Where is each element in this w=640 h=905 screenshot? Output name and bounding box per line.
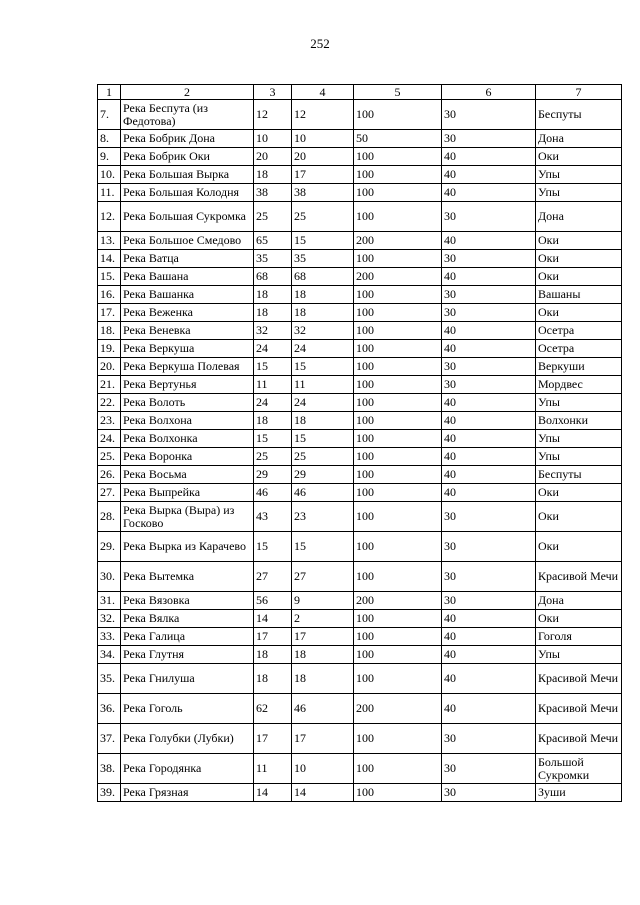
- length-cell: 24: [254, 340, 292, 358]
- length-cell: 68: [254, 268, 292, 286]
- length-in-region-cell: 35: [292, 250, 354, 268]
- length-cell: 12: [254, 100, 292, 130]
- row-number-cell: 27.: [98, 484, 121, 502]
- river-name-cell: Река Беспута (из Федотова): [121, 100, 254, 130]
- belt-width-cell: 40: [442, 148, 536, 166]
- length-cell: 24: [254, 394, 292, 412]
- table-row: [98, 358, 622, 376]
- length-in-region-cell: 10: [292, 754, 354, 784]
- tributary-of-cell: Упы: [536, 430, 622, 448]
- table-row: [98, 754, 622, 784]
- length-in-region-cell: 46: [292, 484, 354, 502]
- column-header: 4: [292, 85, 354, 100]
- zone-width-cell: 100: [354, 466, 442, 484]
- table-row: [98, 562, 622, 592]
- length-in-region-cell: 10: [292, 130, 354, 148]
- river-name-cell: Река Большая Сукромка: [121, 202, 254, 232]
- length-cell: 56: [254, 592, 292, 610]
- length-cell: 15: [254, 358, 292, 376]
- belt-width-cell: 40: [442, 322, 536, 340]
- column-header: 2: [121, 85, 254, 100]
- length-in-region-cell: 46: [292, 694, 354, 724]
- zone-width-cell: 100: [354, 250, 442, 268]
- tributary-of-cell: Мордвес: [536, 376, 622, 394]
- belt-width-cell: 40: [442, 166, 536, 184]
- row-number-cell: 18.: [98, 322, 121, 340]
- row-number-cell: 13.: [98, 232, 121, 250]
- zone-width-cell: 100: [354, 184, 442, 202]
- table-row: [98, 532, 622, 562]
- length-in-region-cell: 25: [292, 448, 354, 466]
- length-cell: 43: [254, 502, 292, 532]
- tributary-of-cell: Беспуты: [536, 466, 622, 484]
- river-name-cell: Река Бобрик Оки: [121, 148, 254, 166]
- row-number-cell: 9.: [98, 148, 121, 166]
- length-cell: 18: [254, 286, 292, 304]
- belt-width-cell: 40: [442, 268, 536, 286]
- river-name-cell: Река Веневка: [121, 322, 254, 340]
- river-name-cell: Река Вытемка: [121, 562, 254, 592]
- zone-width-cell: 100: [354, 166, 442, 184]
- length-cell: 14: [254, 784, 292, 802]
- belt-width-cell: 40: [442, 184, 536, 202]
- zone-width-cell: 100: [354, 322, 442, 340]
- belt-width-cell: 40: [442, 628, 536, 646]
- table-row: [98, 286, 622, 304]
- length-in-region-cell: 18: [292, 304, 354, 322]
- table-row: [98, 628, 622, 646]
- row-number-cell: 26.: [98, 466, 121, 484]
- row-number-cell: 16.: [98, 286, 121, 304]
- row-number-cell: 14.: [98, 250, 121, 268]
- belt-width-cell: 30: [442, 250, 536, 268]
- river-name-cell: Река Волхона: [121, 412, 254, 430]
- tributary-of-cell: Осетра: [536, 322, 622, 340]
- tributary-of-cell: Оки: [536, 268, 622, 286]
- zone-width-cell: 100: [354, 628, 442, 646]
- river-name-cell: Река Гоголь: [121, 694, 254, 724]
- table-row: [98, 502, 622, 532]
- length-in-region-cell: 15: [292, 232, 354, 250]
- belt-width-cell: 30: [442, 592, 536, 610]
- column-header: 6: [442, 85, 536, 100]
- row-number-cell: 39.: [98, 784, 121, 802]
- table-row: [98, 184, 622, 202]
- river-name-cell: Река Гнилуша: [121, 664, 254, 694]
- length-cell: 32: [254, 322, 292, 340]
- length-in-region-cell: 24: [292, 394, 354, 412]
- tributary-of-cell: Волхонки: [536, 412, 622, 430]
- river-name-cell: Река Галица: [121, 628, 254, 646]
- table-row: [98, 784, 622, 802]
- row-number-cell: 34.: [98, 646, 121, 664]
- river-name-cell: Река Вялка: [121, 610, 254, 628]
- belt-width-cell: 30: [442, 562, 536, 592]
- tributary-of-cell: Осетра: [536, 340, 622, 358]
- length-in-region-cell: 32: [292, 322, 354, 340]
- zone-width-cell: 100: [354, 340, 442, 358]
- belt-width-cell: 30: [442, 100, 536, 130]
- tributary-of-cell: Гоголя: [536, 628, 622, 646]
- length-cell: 18: [254, 166, 292, 184]
- length-in-region-cell: 9: [292, 592, 354, 610]
- zone-width-cell: 100: [354, 784, 442, 802]
- tributary-of-cell: Беспуты: [536, 100, 622, 130]
- tributary-of-cell: Красивой Мечи: [536, 694, 622, 724]
- river-name-cell: Река Грязная: [121, 784, 254, 802]
- column-header: 1: [98, 85, 121, 100]
- table-header-row: [98, 85, 622, 100]
- length-cell: 35: [254, 250, 292, 268]
- length-cell: 15: [254, 532, 292, 562]
- belt-width-cell: 40: [442, 394, 536, 412]
- zone-width-cell: 100: [354, 394, 442, 412]
- table-row: [98, 646, 622, 664]
- zone-width-cell: 100: [354, 532, 442, 562]
- page-number: 252: [310, 36, 330, 51]
- row-number-cell: 29.: [98, 532, 121, 562]
- belt-width-cell: 30: [442, 202, 536, 232]
- length-in-region-cell: 27: [292, 562, 354, 592]
- river-name-cell: Река Веркуша: [121, 340, 254, 358]
- zone-width-cell: 100: [354, 304, 442, 322]
- table-row: [98, 592, 622, 610]
- length-in-region-cell: 18: [292, 664, 354, 694]
- length-cell: 11: [254, 376, 292, 394]
- tributary-of-cell: Вашаны: [536, 286, 622, 304]
- table-row: [98, 250, 622, 268]
- length-cell: 20: [254, 148, 292, 166]
- row-number-cell: 28.: [98, 502, 121, 532]
- belt-width-cell: 40: [442, 412, 536, 430]
- river-name-cell: Река Вырка из Карачево: [121, 532, 254, 562]
- river-name-cell: Река Большое Смедово: [121, 232, 254, 250]
- zone-width-cell: 200: [354, 592, 442, 610]
- river-name-cell: Река Ватца: [121, 250, 254, 268]
- belt-width-cell: 30: [442, 532, 536, 562]
- row-number-cell: 32.: [98, 610, 121, 628]
- length-cell: 38: [254, 184, 292, 202]
- river-name-cell: Река Волоть: [121, 394, 254, 412]
- length-in-region-cell: 15: [292, 532, 354, 562]
- belt-width-cell: 30: [442, 724, 536, 754]
- table-row: [98, 484, 622, 502]
- zone-width-cell: 100: [354, 664, 442, 694]
- row-number-cell: 38.: [98, 754, 121, 784]
- tributary-of-cell: Оки: [536, 484, 622, 502]
- belt-width-cell: 30: [442, 358, 536, 376]
- tributary-of-cell: Красивой Мечи: [536, 664, 622, 694]
- tributary-of-cell: Оки: [536, 304, 622, 322]
- table-row: [98, 268, 622, 286]
- length-cell: 29: [254, 466, 292, 484]
- belt-width-cell: 30: [442, 784, 536, 802]
- river-name-cell: Река Вырка (Выра) из Госково: [121, 502, 254, 532]
- tributary-of-cell: Упы: [536, 448, 622, 466]
- tributary-of-cell: Большой Сукромки: [536, 754, 622, 784]
- length-cell: 17: [254, 724, 292, 754]
- belt-width-cell: 40: [442, 646, 536, 664]
- table-row: [98, 664, 622, 694]
- river-name-cell: Река Вашанка: [121, 286, 254, 304]
- table-row: [98, 166, 622, 184]
- length-cell: 15: [254, 430, 292, 448]
- length-cell: 25: [254, 448, 292, 466]
- length-in-region-cell: 18: [292, 646, 354, 664]
- rivers-table: [97, 84, 622, 802]
- table-row: [98, 340, 622, 358]
- belt-width-cell: 30: [442, 286, 536, 304]
- river-name-cell: Река Веженка: [121, 304, 254, 322]
- row-number-cell: 15.: [98, 268, 121, 286]
- length-cell: 18: [254, 304, 292, 322]
- tributary-of-cell: Оки: [536, 502, 622, 532]
- row-number-cell: 19.: [98, 340, 121, 358]
- row-number-cell: 21.: [98, 376, 121, 394]
- table-row: [98, 202, 622, 232]
- length-in-region-cell: 11: [292, 376, 354, 394]
- row-number-cell: 31.: [98, 592, 121, 610]
- tributary-of-cell: Оки: [536, 148, 622, 166]
- table-row: [98, 466, 622, 484]
- zone-width-cell: 100: [354, 376, 442, 394]
- tributary-of-cell: Оки: [536, 610, 622, 628]
- length-in-region-cell: 38: [292, 184, 354, 202]
- belt-width-cell: 40: [442, 430, 536, 448]
- belt-width-cell: 30: [442, 754, 536, 784]
- zone-width-cell: 50: [354, 130, 442, 148]
- row-number-cell: 11.: [98, 184, 121, 202]
- length-cell: 65: [254, 232, 292, 250]
- length-cell: 27: [254, 562, 292, 592]
- length-cell: 25: [254, 202, 292, 232]
- row-number-cell: 24.: [98, 430, 121, 448]
- river-name-cell: Река Голубки (Лубки): [121, 724, 254, 754]
- table-row: [98, 148, 622, 166]
- table-row: [98, 430, 622, 448]
- zone-width-cell: 100: [354, 412, 442, 430]
- belt-width-cell: 30: [442, 130, 536, 148]
- zone-width-cell: 200: [354, 268, 442, 286]
- tributary-of-cell: Красивой Мечи: [536, 562, 622, 592]
- river-name-cell: Река Веркуша Полевая: [121, 358, 254, 376]
- belt-width-cell: 40: [442, 664, 536, 694]
- belt-width-cell: 30: [442, 376, 536, 394]
- zone-width-cell: 200: [354, 232, 442, 250]
- zone-width-cell: 100: [354, 448, 442, 466]
- length-in-region-cell: 17: [292, 166, 354, 184]
- tributary-of-cell: Зуши: [536, 784, 622, 802]
- belt-width-cell: 30: [442, 502, 536, 532]
- row-number-cell: 23.: [98, 412, 121, 430]
- tributary-of-cell: Оки: [536, 250, 622, 268]
- row-number-cell: 10.: [98, 166, 121, 184]
- length-cell: 14: [254, 610, 292, 628]
- length-in-region-cell: 25: [292, 202, 354, 232]
- length-in-region-cell: 14: [292, 784, 354, 802]
- river-name-cell: Река Вязовка: [121, 592, 254, 610]
- table-row: [98, 694, 622, 724]
- zone-width-cell: 100: [354, 754, 442, 784]
- river-name-cell: Река Воронка: [121, 448, 254, 466]
- length-cell: 18: [254, 646, 292, 664]
- river-name-cell: Река Выпрейка: [121, 484, 254, 502]
- table-row: [98, 394, 622, 412]
- length-in-region-cell: 24: [292, 340, 354, 358]
- table-body: [98, 100, 622, 802]
- row-number-cell: 17.: [98, 304, 121, 322]
- tributary-of-cell: Упы: [536, 394, 622, 412]
- length-cell: 10: [254, 130, 292, 148]
- river-name-cell: Река Бобрик Дона: [121, 130, 254, 148]
- length-in-region-cell: 17: [292, 724, 354, 754]
- length-in-region-cell: 17: [292, 628, 354, 646]
- row-number-cell: 7.: [98, 100, 121, 130]
- length-cell: 18: [254, 664, 292, 694]
- row-number-cell: 30.: [98, 562, 121, 592]
- zone-width-cell: 100: [354, 286, 442, 304]
- zone-width-cell: 100: [354, 358, 442, 376]
- tributary-of-cell: Веркуши: [536, 358, 622, 376]
- row-number-cell: 12.: [98, 202, 121, 232]
- zone-width-cell: 100: [354, 562, 442, 592]
- tributary-of-cell: Оки: [536, 232, 622, 250]
- row-number-cell: 25.: [98, 448, 121, 466]
- belt-width-cell: 30: [442, 304, 536, 322]
- tributary-of-cell: Оки: [536, 532, 622, 562]
- zone-width-cell: 100: [354, 646, 442, 664]
- river-name-cell: Река Вертунья: [121, 376, 254, 394]
- river-name-cell: Река Восьма: [121, 466, 254, 484]
- table-row: [98, 232, 622, 250]
- zone-width-cell: 100: [354, 502, 442, 532]
- length-in-region-cell: 20: [292, 148, 354, 166]
- table-row: [98, 130, 622, 148]
- zone-width-cell: 100: [354, 100, 442, 130]
- tributary-of-cell: Дона: [536, 202, 622, 232]
- column-header: 7: [536, 85, 622, 100]
- river-name-cell: Река Городянка: [121, 754, 254, 784]
- zone-width-cell: 200: [354, 694, 442, 724]
- belt-width-cell: 40: [442, 232, 536, 250]
- zone-width-cell: 100: [354, 484, 442, 502]
- belt-width-cell: 40: [442, 694, 536, 724]
- length-cell: 17: [254, 628, 292, 646]
- row-number-cell: 22.: [98, 394, 121, 412]
- table-row: [98, 412, 622, 430]
- belt-width-cell: 40: [442, 448, 536, 466]
- length-cell: 18: [254, 412, 292, 430]
- tributary-of-cell: Упы: [536, 646, 622, 664]
- row-number-cell: 20.: [98, 358, 121, 376]
- tributary-of-cell: Дона: [536, 130, 622, 148]
- zone-width-cell: 100: [354, 202, 442, 232]
- length-in-region-cell: 2: [292, 610, 354, 628]
- river-name-cell: Река Большая Колодня: [121, 184, 254, 202]
- length-in-region-cell: 29: [292, 466, 354, 484]
- zone-width-cell: 100: [354, 724, 442, 754]
- belt-width-cell: 40: [442, 340, 536, 358]
- length-in-region-cell: 18: [292, 286, 354, 304]
- tributary-of-cell: Упы: [536, 166, 622, 184]
- river-name-cell: Река Вашана: [121, 268, 254, 286]
- length-cell: 46: [254, 484, 292, 502]
- tributary-of-cell: Упы: [536, 184, 622, 202]
- length-in-region-cell: 15: [292, 358, 354, 376]
- belt-width-cell: 40: [442, 466, 536, 484]
- river-name-cell: Река Глутня: [121, 646, 254, 664]
- length-cell: 62: [254, 694, 292, 724]
- river-name-cell: Река Волхонка: [121, 430, 254, 448]
- table-row: [98, 610, 622, 628]
- belt-width-cell: 40: [442, 484, 536, 502]
- row-number-cell: 36.: [98, 694, 121, 724]
- row-number-cell: 37.: [98, 724, 121, 754]
- table-row: [98, 448, 622, 466]
- table-row: [98, 304, 622, 322]
- column-header: 5: [354, 85, 442, 100]
- length-in-region-cell: 23: [292, 502, 354, 532]
- column-header: 3: [254, 85, 292, 100]
- row-number-cell: 35.: [98, 664, 121, 694]
- table-row: [98, 100, 622, 130]
- row-number-cell: 8.: [98, 130, 121, 148]
- length-in-region-cell: 15: [292, 430, 354, 448]
- tributary-of-cell: Красивой Мечи: [536, 724, 622, 754]
- length-in-region-cell: 68: [292, 268, 354, 286]
- table-row: [98, 724, 622, 754]
- belt-width-cell: 40: [442, 610, 536, 628]
- length-in-region-cell: 12: [292, 100, 354, 130]
- zone-width-cell: 100: [354, 430, 442, 448]
- tributary-of-cell: Дона: [536, 592, 622, 610]
- river-name-cell: Река Большая Вырка: [121, 166, 254, 184]
- length-in-region-cell: 18: [292, 412, 354, 430]
- table-row: [98, 376, 622, 394]
- zone-width-cell: 100: [354, 610, 442, 628]
- table-row: [98, 322, 622, 340]
- length-cell: 11: [254, 754, 292, 784]
- row-number-cell: 33.: [98, 628, 121, 646]
- zone-width-cell: 100: [354, 148, 442, 166]
